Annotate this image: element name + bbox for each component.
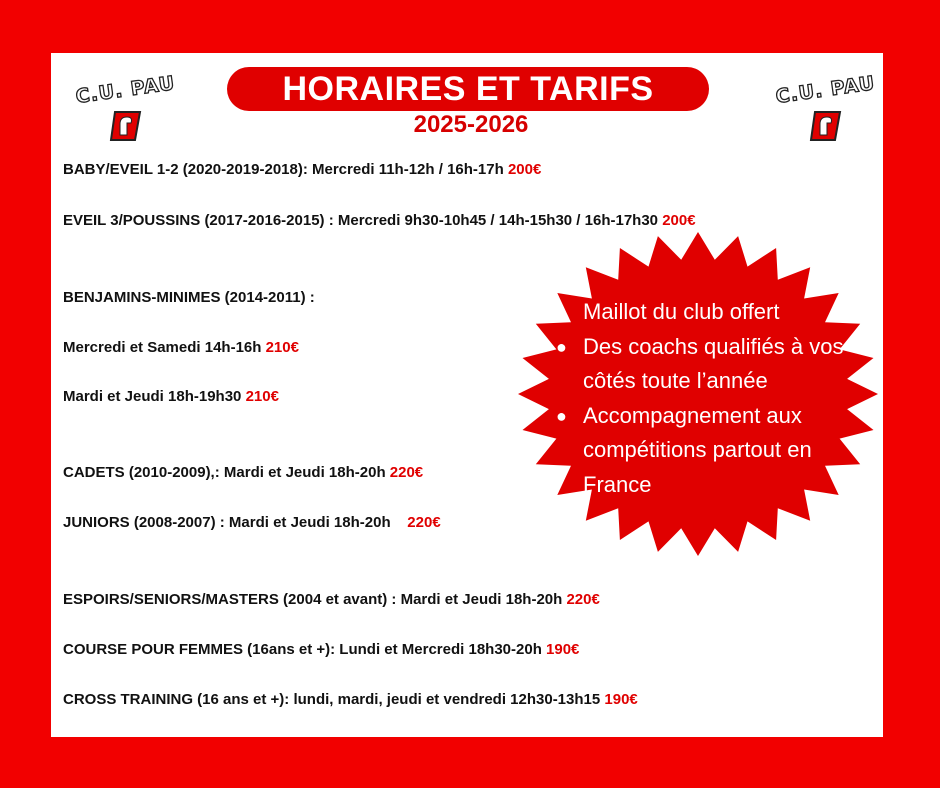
schedule-line-cross-training: CROSS TRAINING (16 ans et +): lundi, mardi, jeudi et vendredi 12h30-13h15 190€: [63, 691, 638, 708]
benefit-item: ● Accompagnement aux compétitions partout en France: [556, 399, 866, 503]
club-logo-right: [771, 72, 881, 145]
shield-icon: [809, 109, 843, 143]
club-logo-text: C.U. PAU: [774, 72, 877, 108]
schedule-line-eveil-poussins: EVEIL 3/POUSSINS (2017-2016-2015) : Mercredi 9h30-10h45 / 14h-15h30 / 16h-17h30 200€: [63, 212, 696, 229]
flyer-card: [51, 53, 883, 737]
club-logo-text: C.U. PAU: [74, 72, 177, 108]
schedule-line-course-femmes: COURSE POUR FEMMES (16ans et +): Lundi et Mercredi 18h30-20h 190€: [63, 641, 580, 658]
schedule-line-cadets: CADETS (2010-2009),: Mardi et Jeudi 18h-20h 220€: [63, 464, 424, 481]
price: 210€: [265, 339, 299, 356]
bullet-icon: ●: [556, 302, 567, 322]
bullet-icon: ●: [556, 405, 567, 426]
price: 210€: [245, 388, 279, 405]
price: 200€: [507, 161, 542, 178]
page-title: HORAIRES ET TARIFS: [227, 67, 709, 111]
price: 220€: [407, 514, 441, 531]
benefit-item: ● Des coachs qualifiés à vos côtés toute l’année: [556, 330, 866, 399]
schedule-line-benjamins-minimes: BENJAMINS-MINIMES (2014-2011) :: [63, 289, 315, 306]
bullet-icon: ●: [556, 336, 567, 357]
club-logo-left: [71, 72, 181, 145]
price: 220€: [389, 464, 424, 481]
schedule-line-espoirs-seniors: ESPOIRS/SENIORS/MASTERS (2004 et avant) : Mardi et Jeudi 18h-20h 220€: [63, 591, 600, 608]
benefits-list: [556, 295, 866, 502]
schedule-line-juniors: JUNIORS (2008-2007) : Mardi et Jeudi 18h-20h 220€: [63, 514, 441, 531]
season-subtitle: 2025-2026: [413, 111, 529, 138]
price: 220€: [566, 591, 600, 608]
shield-icon: [109, 109, 143, 143]
benefit-item: ● Maillot du club offert: [556, 295, 866, 330]
schedule-line-mercredi-samedi: Mercredi et Samedi 14h-16h 210€: [63, 339, 299, 356]
schedule-line-mardi-jeudi: Mardi et Jeudi 18h-19h30 210€: [63, 388, 279, 405]
price: 190€: [604, 691, 638, 708]
price: 190€: [546, 641, 580, 658]
schedule-line-baby-eveil: BABY/EVEIL 1-2 (2020-2019-2018): Mercredi 11h-12h / 16h-17h 200€: [63, 161, 542, 178]
price: 200€: [662, 212, 696, 229]
